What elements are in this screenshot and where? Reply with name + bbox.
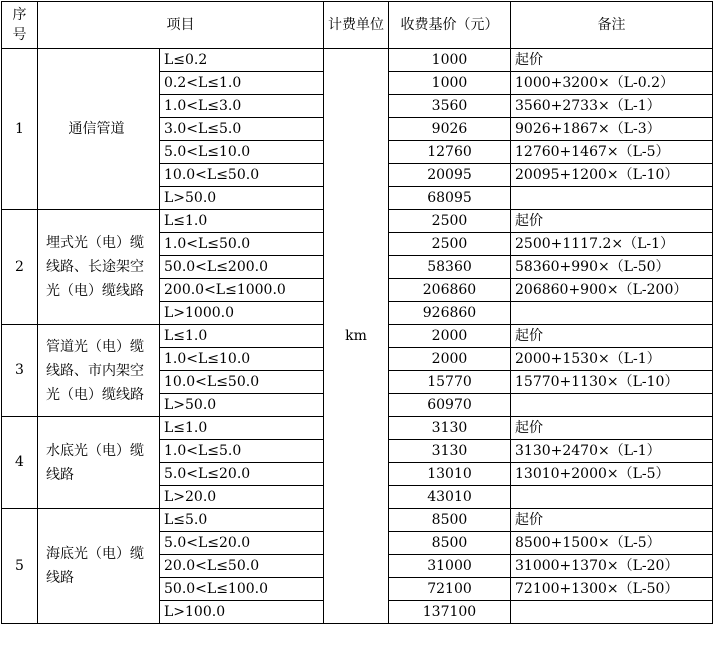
group-seq: 4 bbox=[2, 417, 38, 509]
price-cell: 2500 bbox=[389, 210, 511, 233]
price-cell: 206860 bbox=[389, 279, 511, 302]
group-seq: 5 bbox=[2, 509, 38, 624]
range-cell: L>100.0 bbox=[160, 601, 324, 624]
note-cell: 9026+1867×（L-3） bbox=[511, 118, 713, 141]
note-cell: 3130+2470×（L-1） bbox=[511, 440, 713, 463]
price-cell: 31000 bbox=[389, 555, 511, 578]
header-seq: 序号 bbox=[2, 2, 38, 49]
group-seq: 2 bbox=[2, 210, 38, 325]
range-cell: 50.0<L≤100.0 bbox=[160, 578, 324, 601]
range-cell: L>50.0 bbox=[160, 187, 324, 210]
range-cell: 20.0<L≤50.0 bbox=[160, 555, 324, 578]
note-cell: 13010+2000×（L-5） bbox=[511, 463, 713, 486]
range-cell: 5.0<L≤10.0 bbox=[160, 141, 324, 164]
price-cell: 43010 bbox=[389, 486, 511, 509]
price-cell: 2000 bbox=[389, 348, 511, 371]
price-cell: 68095 bbox=[389, 187, 511, 210]
note-cell: 20095+1200×（L-10） bbox=[511, 164, 713, 187]
group-seq: 1 bbox=[2, 49, 38, 210]
note-cell: 起价 bbox=[511, 509, 713, 532]
note-cell: 31000+1370×（L-20） bbox=[511, 555, 713, 578]
price-cell: 1000 bbox=[389, 72, 511, 95]
price-cell: 8500 bbox=[389, 509, 511, 532]
note-cell: 8500+1500×（L-5） bbox=[511, 532, 713, 555]
range-cell: 5.0<L≤20.0 bbox=[160, 532, 324, 555]
note-cell: 3560+2733×（L-1） bbox=[511, 95, 713, 118]
note-cell: 15770+1130×（L-10） bbox=[511, 371, 713, 394]
note-cell: 起价 bbox=[511, 417, 713, 440]
header-note: 备注 bbox=[511, 2, 713, 49]
group-name: 管道光（电）缆线路、市内架空光（电）缆线路 bbox=[38, 325, 160, 417]
price-cell: 3130 bbox=[389, 440, 511, 463]
note-cell: 206860+900×（L-200） bbox=[511, 279, 713, 302]
price-cell: 1000 bbox=[389, 49, 511, 72]
range-cell: L≤1.0 bbox=[160, 210, 324, 233]
price-cell: 2500 bbox=[389, 233, 511, 256]
header-price: 收费基价（元） bbox=[389, 2, 511, 49]
note-cell bbox=[511, 302, 713, 325]
range-cell: L≤0.2 bbox=[160, 49, 324, 72]
range-cell: L>20.0 bbox=[160, 486, 324, 509]
note-cell: 起价 bbox=[511, 210, 713, 233]
header-row bbox=[2, 2, 713, 49]
range-cell: 50.0<L≤200.0 bbox=[160, 256, 324, 279]
range-cell: 1.0<L≤3.0 bbox=[160, 95, 324, 118]
range-cell: 1.0<L≤10.0 bbox=[160, 348, 324, 371]
price-cell: 8500 bbox=[389, 532, 511, 555]
note-cell: 2000+1530×（L-1） bbox=[511, 348, 713, 371]
range-cell: 10.0<L≤50.0 bbox=[160, 164, 324, 187]
note-cell: 12760+1467×（L-5） bbox=[511, 141, 713, 164]
range-cell: 0.2<L≤1.0 bbox=[160, 72, 324, 95]
price-cell: 2000 bbox=[389, 325, 511, 348]
price-cell: 20095 bbox=[389, 164, 511, 187]
price-cell: 3560 bbox=[389, 95, 511, 118]
note-cell: 起价 bbox=[511, 49, 713, 72]
range-cell: 200.0<L≤1000.0 bbox=[160, 279, 324, 302]
note-cell: 1000+3200×（L-0.2） bbox=[511, 72, 713, 95]
price-cell: 15770 bbox=[389, 371, 511, 394]
group-name: 海底光（电）缆线路 bbox=[38, 509, 160, 624]
price-cell: 137100 bbox=[389, 601, 511, 624]
range-cell: 10.0<L≤50.0 bbox=[160, 371, 324, 394]
price-cell: 58360 bbox=[389, 256, 511, 279]
range-cell: 3.0<L≤5.0 bbox=[160, 118, 324, 141]
range-cell: L≤5.0 bbox=[160, 509, 324, 532]
unit-cell: km bbox=[324, 49, 389, 624]
group-name: 埋式光（电）缆线路、长途架空光（电）缆线路 bbox=[38, 210, 160, 325]
range-cell: L>1000.0 bbox=[160, 302, 324, 325]
header-unit: 计费单位 bbox=[324, 2, 389, 49]
table-row bbox=[2, 49, 713, 72]
fee-table bbox=[1, 1, 713, 624]
note-cell: 2500+1117.2×（L-1） bbox=[511, 233, 713, 256]
price-cell: 12760 bbox=[389, 141, 511, 164]
price-cell: 9026 bbox=[389, 118, 511, 141]
range-cell: L≤1.0 bbox=[160, 325, 324, 348]
price-cell: 3130 bbox=[389, 417, 511, 440]
price-cell: 60970 bbox=[389, 394, 511, 417]
note-cell bbox=[511, 187, 713, 210]
note-cell bbox=[511, 394, 713, 417]
range-cell: 1.0<L≤5.0 bbox=[160, 440, 324, 463]
range-cell: L≤1.0 bbox=[160, 417, 324, 440]
group-name: 水底光（电）缆线路 bbox=[38, 417, 160, 509]
note-cell bbox=[511, 601, 713, 624]
note-cell: 起价 bbox=[511, 325, 713, 348]
price-cell: 13010 bbox=[389, 463, 511, 486]
group-name: 通信管道 bbox=[38, 49, 160, 210]
price-cell: 926860 bbox=[389, 302, 511, 325]
range-cell: L>50.0 bbox=[160, 394, 324, 417]
note-cell bbox=[511, 486, 713, 509]
price-cell: 72100 bbox=[389, 578, 511, 601]
note-cell: 72100+1300×（L-50） bbox=[511, 578, 713, 601]
group-seq: 3 bbox=[2, 325, 38, 417]
header-item: 项目 bbox=[38, 2, 324, 49]
table-body bbox=[2, 49, 713, 624]
range-cell: 5.0<L≤20.0 bbox=[160, 463, 324, 486]
range-cell: 1.0<L≤50.0 bbox=[160, 233, 324, 256]
note-cell: 58360+990×（L-50） bbox=[511, 256, 713, 279]
